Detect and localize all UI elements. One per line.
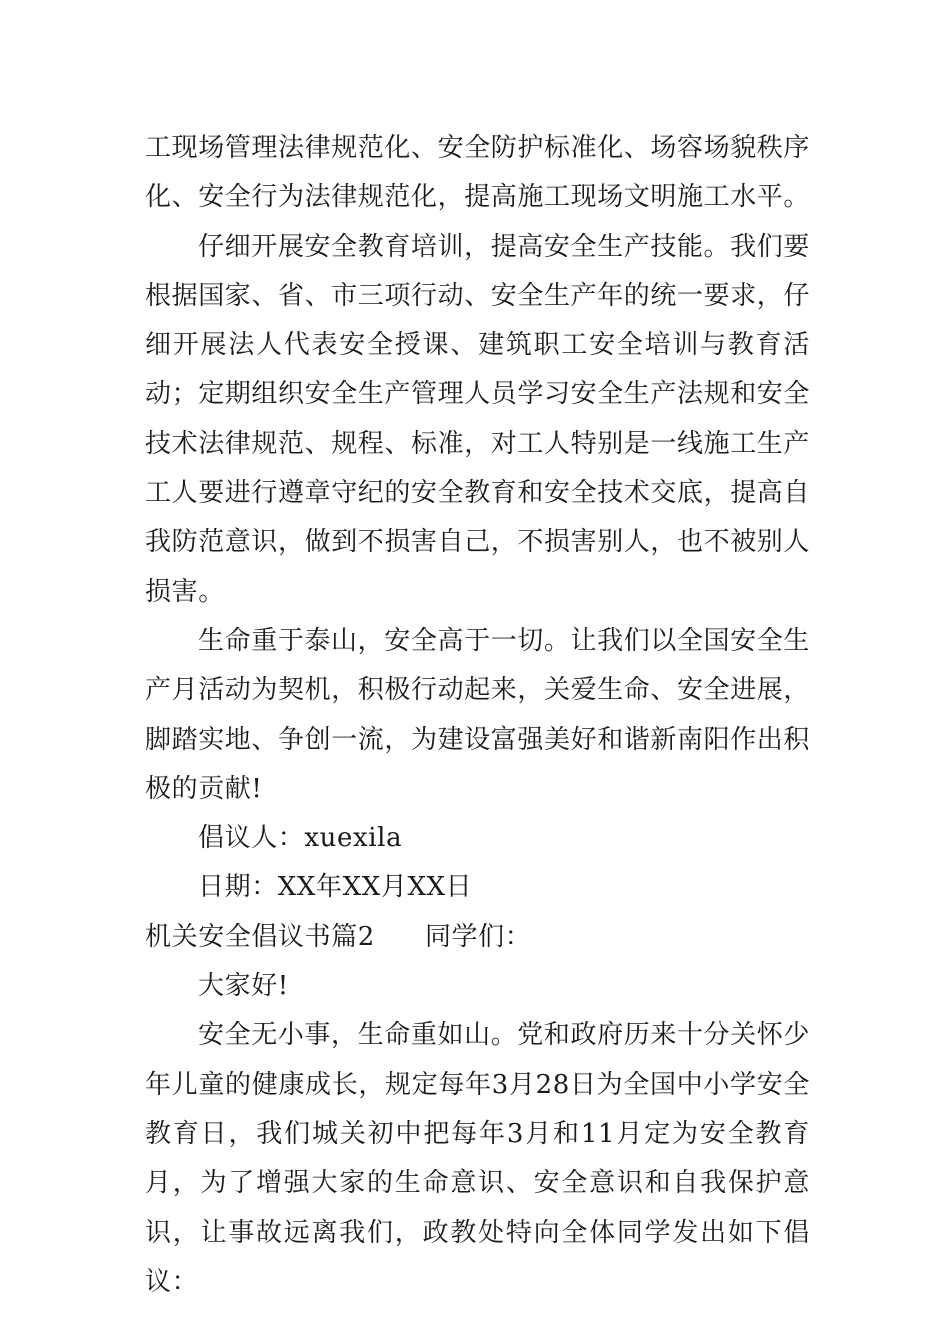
signatory-line: 倡议人：xuexila (198, 823, 403, 854)
paragraph-3: 生命重于泰山，安全高于一切。让我们以全国安全生产月活动为契机，积极行动起来，关爱生命、安全进展，脚踏实地、争创一流，为建设富强美好和谐新南阳作出积极的贡献! (145, 625, 811, 804)
paragraph-4: 安全无小事，生命重如山。党和政府历来十分关怀少年儿童的健康成长，规定每年3月28日为全国中小学安全教育日，我们城关初中把每年3月和11月定为安全教育月，为了增强大家的生命意识、安全意识和自我保护意识，让事故远离我们，政教处特向全体同学发出如下倡议： (145, 1020, 810, 1297)
date-line: 日期：XX年XX月XX日 (198, 872, 473, 903)
document-page (145, 124, 810, 1307)
section-title: 机关安全倡议书篇2 (145, 921, 375, 952)
paragraph-2: 仔细开展安全教育培训，提高安全生产技能。我们要根据国家、省、市三项行动、安全生产年的统一要求，仔细开展法人代表安全授课、建筑职工安全培训与教育活动；定期组织安全生产管理人员学习安全生产法规和安全技术法律规范、规程、标准，对工人特别是一线施工生产工人要进行遵章守纪的安全教育和安全技术交底，提高自我防范意识，做到不损害自己，不损害别人，也不被别人损害。 (145, 231, 811, 607)
section-title-line (145, 913, 810, 962)
salutation: 大家好! (198, 971, 289, 1002)
paragraph-1: 工现场管理法律规范化、安全防护标准化、场容场貌秩序化、安全行为法律规范化，提高施工现场文明施工水平。 (145, 133, 811, 213)
greeting: 同学们： (424, 921, 532, 952)
